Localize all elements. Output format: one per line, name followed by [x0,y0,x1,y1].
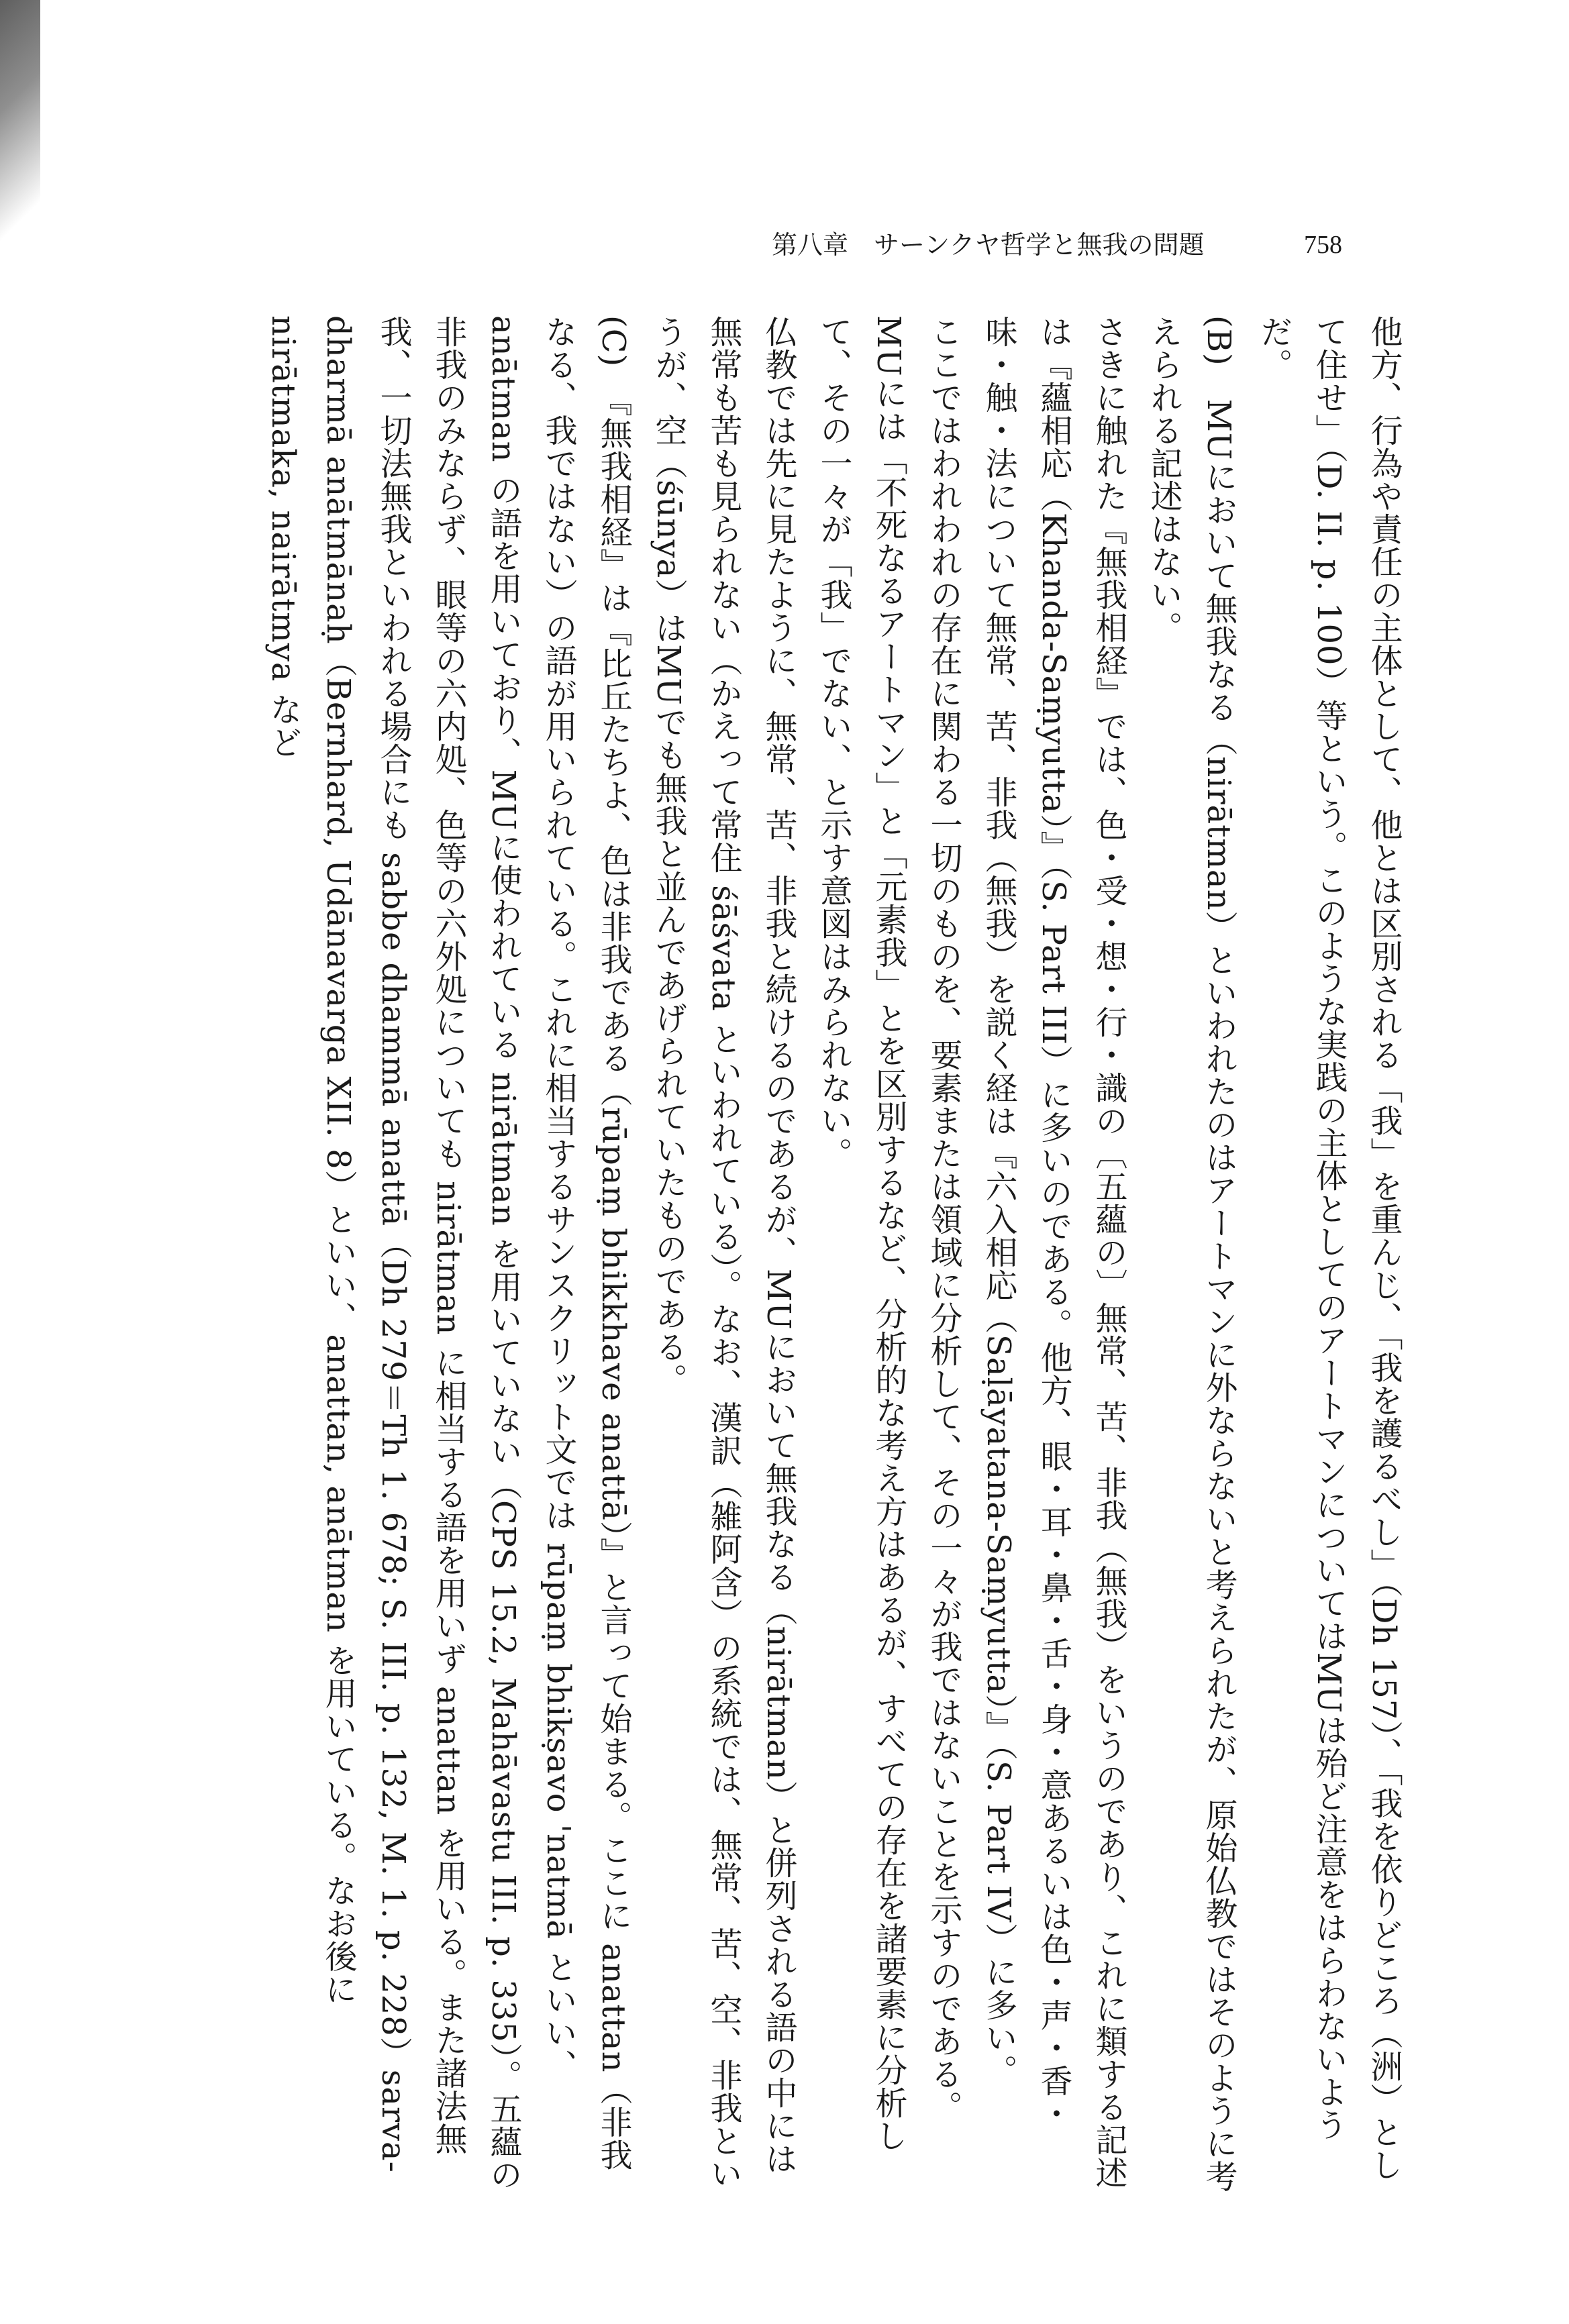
paragraph: MUには「不死なるアートマン」と「元素我」とを区別するなど、分析的な考え方はあるが、すべての存在を諸要素に分析して、その一々が「我」でない、と示す意図はみられない。 [815,315,907,2152]
running-header [772,225,1342,265]
paragraph: (B) MUにおいて無我なる（nirātman）といわれたのはアートマンに外ならないと考えられたが、原始仏教ではそのように考えられる記述はない。 [1145,315,1237,2193]
paragraph: 他方、行為や責任の主体として、他とは区別される「我」を重んじ、「我を護るべし」（Dh 157）、「我を依りどころ（洲）として住せ」（D. II. p. 100）等という。このような実践の主体としてのアートマンについてはMUは殆ど注意をはらわないようだ。 [1255,315,1403,2182]
scan-shadow [0,0,40,282]
paragraph: 仏教では先に見たように、無常、苦、非我と続けるのであるが、MUにおいて無我なる（nirātman）と併列される語の中には無常も苦も見られない（かえって常住 śāśvata といわれている）。なお、漢訳（雑阿含）の系統では、無常、苦、空、非我というが、空（śūnya）はMUでも無我と並んであげられていたものである。 [650,315,797,2190]
body-text [256,315,1411,2194]
paragraph: ここではわれわれの存在に関わる一切のものを、要素または領域に分析して、その一々が我ではないことを示すのである。 [925,315,962,2123]
paragraph: (C) 『無我相経』は『比丘たちよ、色は非我である（rūpaṃ bhikkhave anattā）』と言って始まる。ここに anattan（非我なる、我ではない）の語が用いられている。これに相当するサンスクリット文では rūpaṃ bhikṣavo 'natmā といい、anātman の語を用いており、MUに使われている nirātman を用いていない（CPS 15.2, Mahāvastu III. p. 335）。五蘊の非我のみならず、眼等の六内処、色等の六外処についても nirātman に相当する語を用いず anattan を用いる。また諸法無我、一切法無我といわれる場合にも sabbe dhammā anattā（Dh 279＝Th 1. 678; S. III. p. 132, M. 1. p. 228）sarva-dharmā anātmānaḥ（Bernhard, Udānavarga XII. 8）といい、anattan, anātman を用いている。なお後に nirātmaka, nairātmya など [264,315,632,2191]
paragraph: さきに触れた『無我相経』では、色・受・想・行・識の〔五蘊の〕無常、苦、非我（無我）をいうのであり、これに類する記述は『蘊相応（Khanda-Saṃyutta）』（S. Part III）に多いのである。他方、眼・耳・鼻・舌・身・意あるいは色・声・香・味・触・法について無常、苦、非我（無我）を説く経は『六入相応（Saḷāyatana-Saṃyutta）』（S. Part IV）に多い。 [980,315,1127,2189]
page-number: 758 [1304,231,1342,259]
chapter-title: 第八章 サーンクヤ哲学と無我の問題 [772,230,1205,260]
